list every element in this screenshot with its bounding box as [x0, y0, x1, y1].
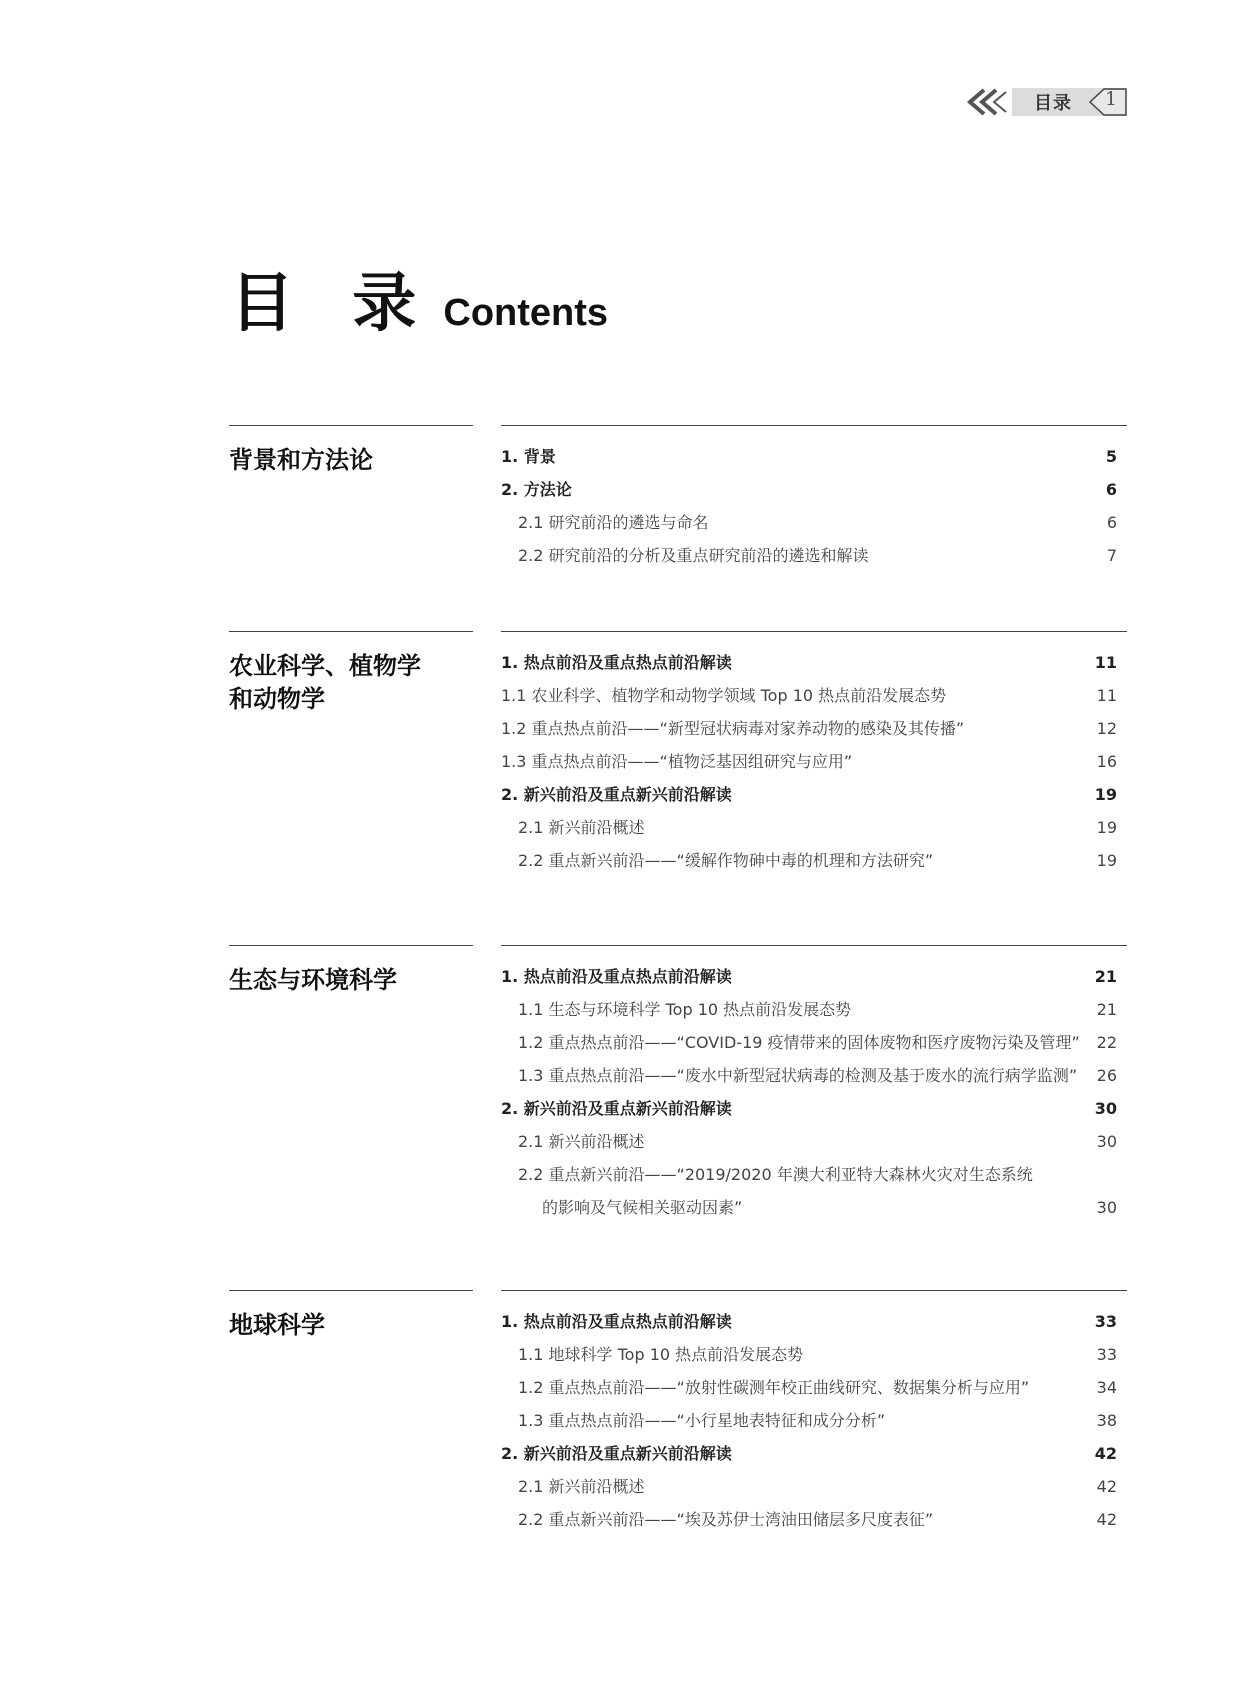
toc-entry-page: 34 — [1096, 1378, 1117, 1397]
toc-entry-page: 26 — [1096, 1066, 1117, 1085]
toc-list — [501, 945, 1127, 1224]
toc-entry-text: 2. 方法论 — [501, 480, 572, 499]
toc-entry[interactable] — [501, 1437, 1127, 1470]
toc-entry[interactable] — [501, 1026, 1127, 1059]
toc-entry-text: 2. 新兴前沿及重点新兴前沿解读 — [501, 1099, 732, 1118]
section-title-line: 农业科学、植物学 — [229, 652, 421, 680]
toc-entry-page: 6 — [1106, 513, 1117, 532]
toc-entry-text: 2.1 新兴前沿概述 — [518, 818, 645, 837]
toc-entry-page: 22 — [1096, 1033, 1117, 1052]
toc-entry-page: 21 — [1096, 1000, 1117, 1019]
toc-entry-text: 2.1 研究前沿的遴选与命名 — [518, 513, 709, 532]
toc-entry-text: 1.1 地球科学 Top 10 热点前沿发展态势 — [518, 1345, 804, 1364]
toc-entry-page: 5 — [1105, 447, 1117, 466]
section-heading — [229, 1290, 473, 1342]
toc-entry-text: 2.2 重点新兴前沿——“缓解作物砷中毒的机理和方法研究” — [518, 851, 934, 870]
toc-entry-text: 1.1 生态与环境科学 Top 10 热点前沿发展态势 — [518, 1000, 852, 1019]
toc-entry[interactable] — [501, 993, 1127, 1026]
toc-entry-page: 11 — [1094, 653, 1117, 672]
toc-entry-text: 的影响及气候相关驱动因素” — [542, 1198, 743, 1217]
toc-entry[interactable] — [501, 1092, 1127, 1125]
toc-entry-text: 2.1 新兴前沿概述 — [518, 1477, 645, 1496]
toc-entry[interactable] — [501, 646, 1127, 679]
toc-entry-text: 2.2 研究前沿的分析及重点研究前沿的遴选和解读 — [518, 546, 869, 565]
header-page-number: 1 — [1104, 88, 1118, 110]
toc-list — [501, 631, 1127, 877]
toc-entry-page: 6 — [1105, 480, 1117, 499]
header-label: 目录 — [1034, 93, 1072, 114]
toc-entry[interactable] — [501, 679, 1127, 712]
toc-entry-text: 2. 新兴前沿及重点新兴前沿解读 — [501, 1444, 732, 1463]
toc-entry[interactable] — [501, 778, 1127, 811]
toc-entry[interactable] — [501, 1470, 1127, 1503]
toc-entry[interactable] — [501, 1125, 1127, 1158]
toc-entry-page: 42 — [1096, 1510, 1117, 1529]
toc-entry-page: 33 — [1096, 1345, 1117, 1364]
toc-entry[interactable] — [501, 712, 1127, 745]
title-en: Contents — [443, 292, 609, 334]
toc-entry-text: 1.2 重点热点前沿——“放射性碳测年校正曲线研究、数据集分析与应用” — [518, 1378, 1030, 1397]
toc-entry-page: 12 — [1096, 719, 1117, 738]
page-title — [230, 252, 608, 344]
toc-entry-page: 19 — [1096, 851, 1117, 870]
toc-entry-page: 19 — [1096, 818, 1117, 837]
section-title — [229, 650, 473, 716]
toc-entry-page: 33 — [1094, 1312, 1117, 1331]
toc-entry-page: 38 — [1096, 1411, 1117, 1430]
toc-entry-page: 30 — [1094, 1099, 1117, 1118]
toc-entry-page: 21 — [1094, 967, 1117, 986]
header-tab — [966, 86, 1128, 118]
toc-entry-text: 1. 热点前沿及重点热点前沿解读 — [501, 653, 732, 672]
toc-entry[interactable] — [501, 473, 1127, 506]
toc-entry-text: 2. 新兴前沿及重点新兴前沿解读 — [501, 785, 732, 804]
toc-entry[interactable] — [501, 1158, 1127, 1191]
toc-entry-text: 2.2 重点新兴前沿——“埃及苏伊士湾油田储层多尺度表征” — [518, 1510, 934, 1529]
toc-entry-text: 1. 背景 — [501, 447, 556, 466]
toc-entry-page: 30 — [1096, 1198, 1117, 1217]
toc-entry[interactable] — [501, 1059, 1127, 1092]
toc-entry[interactable] — [501, 539, 1127, 572]
toc-entry[interactable] — [501, 745, 1127, 778]
toc-entry-text: 1.3 重点热点前沿——“植物泛基因组研究与应用” — [501, 752, 853, 771]
toc-list — [501, 1290, 1127, 1536]
toc-entry-page: 30 — [1096, 1132, 1117, 1151]
toc-entry-page: 42 — [1094, 1444, 1117, 1463]
toc-entry-text: 2.1 新兴前沿概述 — [518, 1132, 645, 1151]
toc-entry-text: 2.2 重点新兴前沿——“2019/2020 年澳大利亚特大森林火灾对生态系统 — [518, 1165, 1033, 1184]
toc-list — [501, 425, 1127, 572]
toc-entry-page: 19 — [1094, 785, 1117, 804]
section-heading — [229, 945, 473, 997]
toc-entry-page: 16 — [1096, 752, 1117, 771]
toc-entry-text: 1. 热点前沿及重点热点前沿解读 — [501, 1312, 732, 1331]
toc-entry-text: 1.2 重点热点前沿——“COVID-19 疫情带来的固体废物和医疗废物污染及管理” — [518, 1033, 1080, 1052]
toc-entry-page: 7 — [1106, 546, 1117, 565]
section-title-line: 和动物学 — [229, 685, 325, 713]
toc-entry[interactable] — [501, 1404, 1127, 1437]
toc-entry[interactable] — [501, 1305, 1127, 1338]
section-heading — [229, 631, 473, 716]
toc-entry[interactable] — [501, 506, 1127, 539]
section-title: 地球科学 — [229, 1311, 325, 1339]
section-title: 背景和方法论 — [229, 446, 373, 474]
toc-entry-text: 1.1 农业科学、植物学和动物学领域 Top 10 热点前沿发展态势 — [501, 686, 947, 705]
toc-entry[interactable] — [501, 1371, 1127, 1404]
toc-entry[interactable] — [501, 1503, 1127, 1536]
toc-entry-text: 1.3 重点热点前沿——“小行星地表特征和成分分析” — [518, 1411, 886, 1430]
toc-entry[interactable] — [501, 844, 1127, 877]
toc-entry-text: 1.3 重点热点前沿——“废水中新型冠状病毒的检测及基于废水的流行病学监测” — [518, 1066, 1078, 1085]
toc-entry-text: 1.2 重点热点前沿——“新型冠状病毒对家养动物的感染及其传播” — [501, 719, 965, 738]
toc-entry-page: 42 — [1096, 1477, 1117, 1496]
section-title: 生态与环境科学 — [229, 966, 397, 994]
title-zh: 目 录 — [230, 267, 435, 341]
toc-entry-page: 11 — [1096, 686, 1117, 705]
toc-entry-text: 1. 热点前沿及重点热点前沿解读 — [501, 967, 732, 986]
toc-entry[interactable] — [501, 811, 1127, 844]
toc-entry[interactable] — [501, 960, 1127, 993]
toc-entry-continuation[interactable] — [501, 1191, 1127, 1224]
toc-entry[interactable] — [501, 440, 1127, 473]
toc-entry[interactable] — [501, 1338, 1127, 1371]
section-heading — [229, 425, 473, 477]
